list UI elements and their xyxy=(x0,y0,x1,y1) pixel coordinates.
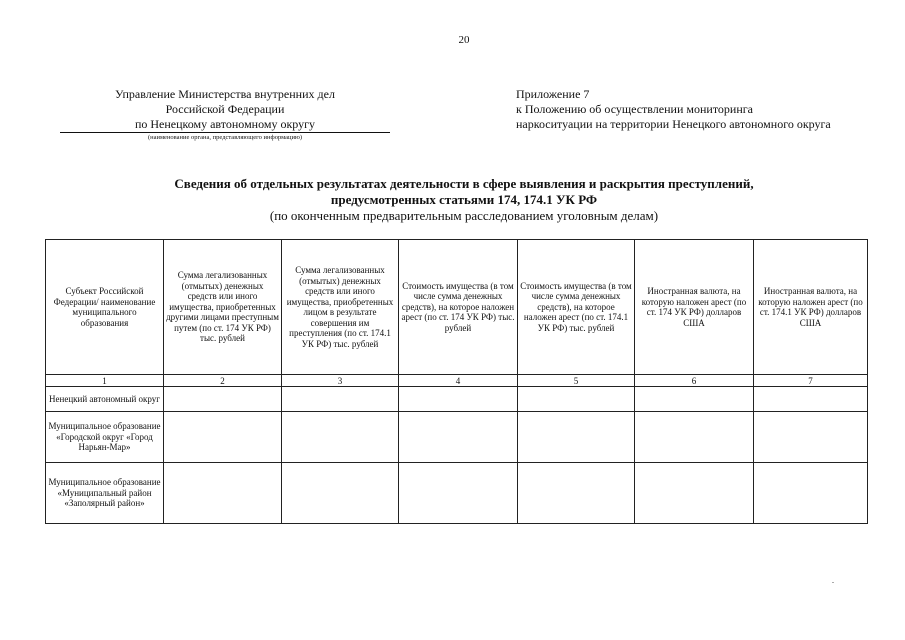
title-line-1: Сведения об отдельных результатах деятельности в сфере выявления и раскрытия преступлений, xyxy=(174,176,754,191)
data-cell[interactable] xyxy=(282,387,399,412)
row-label: Муниципальное образование «Муниципальный район «Заполярный район» xyxy=(46,463,164,524)
column-number: 1 xyxy=(46,375,164,387)
data-cell[interactable] xyxy=(518,412,635,463)
column-header: Иностранная валюта, на которую наложен арест (по ст. 174.1 УК РФ) долларов США xyxy=(754,240,868,375)
column-header: Субъект Российской Федерации/ наименование муниципального образования xyxy=(46,240,164,375)
row-label: Муниципальное образование «Городской округ «Город Нарьян-Мар» xyxy=(46,412,164,463)
data-cell[interactable] xyxy=(635,463,754,524)
column-header: Стоимость имущества (в том числе сумма денежных средств), на которое наложен арест (по ст. 174 УК РФ) тыс. рублей xyxy=(399,240,518,375)
title-line-2: предусмотренных статьями 174, 174.1 УК РФ xyxy=(330,192,598,207)
table-row xyxy=(46,387,868,412)
data-cell[interactable] xyxy=(399,387,518,412)
organization-line-2: Российской Федерации xyxy=(165,102,285,116)
data-cell[interactable] xyxy=(518,387,635,412)
table-row xyxy=(46,463,868,524)
column-header: Иностранная валюта, на которую наложен арест (по ст. 174 УК РФ) долларов США xyxy=(635,240,754,375)
appendix-reference xyxy=(516,87,886,132)
title-line-3: (по оконченным предварительным расследованием уголовным делам) xyxy=(269,208,659,223)
data-cell[interactable] xyxy=(164,412,282,463)
column-number: 7 xyxy=(754,375,868,387)
row-label: Ненецкий автономный округ xyxy=(46,387,164,412)
column-header: Сумма легализованных (отмытых) денежных средств или иного имущества, приобретенных лицом в результате совершения им преступления (по ст. 174.1 УК РФ) тыс. рублей xyxy=(282,240,399,375)
data-cell[interactable] xyxy=(164,463,282,524)
scan-speck xyxy=(832,582,834,583)
data-cell[interactable] xyxy=(282,412,399,463)
column-header: Стоимость имущества (в том числе сумма денежных средств), на которое наложен арест (по ст. 174.1 УК РФ) тыс. рублей xyxy=(518,240,635,375)
organization-caption: (наименование органа, представляющего информацию) xyxy=(147,134,303,141)
appendix-line-1: Приложение 7 xyxy=(516,87,590,101)
organization-line-3: по Ненецкому автономному округу xyxy=(60,117,390,133)
document-title xyxy=(0,176,905,224)
table-row xyxy=(46,412,868,463)
report-table xyxy=(45,239,868,524)
column-number: 2 xyxy=(164,375,282,387)
data-cell[interactable] xyxy=(399,412,518,463)
column-number: 5 xyxy=(518,375,635,387)
column-header: Сумма легализованных (отмытых) денежных средств или иного имущества, приобретенных другими лицами преступным путем (по ст. 174 УК РФ) тыс. рублей xyxy=(164,240,282,375)
column-number: 3 xyxy=(282,375,399,387)
data-cell[interactable] xyxy=(635,387,754,412)
appendix-line-3: наркоситуации на территории Ненецкого автономного округа xyxy=(516,117,831,131)
column-number: 6 xyxy=(635,375,754,387)
data-cell[interactable] xyxy=(754,412,868,463)
data-cell[interactable] xyxy=(754,387,868,412)
organization-line-1: Управление Министерства внутренних дел xyxy=(115,87,335,101)
column-number-row xyxy=(46,375,868,387)
data-cell[interactable] xyxy=(164,387,282,412)
appendix-line-2: к Положению об осуществлении мониторинга xyxy=(516,102,754,116)
data-cell[interactable] xyxy=(518,463,635,524)
submitting-organization xyxy=(60,87,390,143)
data-cell[interactable] xyxy=(282,463,399,524)
table-header-row xyxy=(46,240,868,375)
page-number: 20 xyxy=(458,34,470,46)
column-number: 4 xyxy=(399,375,518,387)
data-cell[interactable] xyxy=(754,463,868,524)
data-cell[interactable] xyxy=(635,412,754,463)
data-cell[interactable] xyxy=(399,463,518,524)
